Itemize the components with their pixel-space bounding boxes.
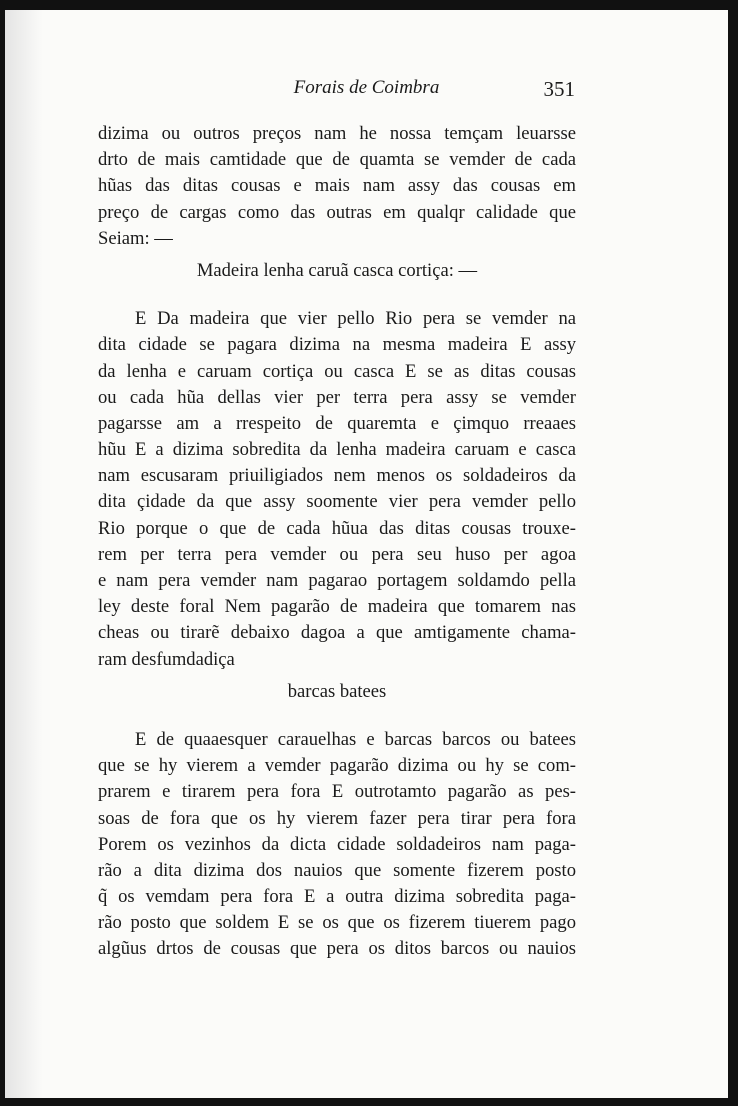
text-line: dizima ou outros preços nam he nossa temçam leuarsse bbox=[98, 123, 576, 144]
text-line: E de quaaesquer carauelhas e barcas barcos ou batees bbox=[135, 728, 576, 750]
text-line: prarem e tirarem pera fora E outrotamto pagarão as pes- bbox=[98, 781, 576, 803]
text-line: hũas das ditas cousas e mais nam assy das cousas em bbox=[98, 175, 576, 197]
running-title: Forais de Coimbra bbox=[293, 77, 440, 98]
text-line: dita cidade se pagara dizima na mesma madeira E assy bbox=[98, 334, 576, 356]
text-line: Seiam: — bbox=[98, 227, 173, 249]
text-line: E Da madeira que vier pello Rio pera se vemder na bbox=[135, 308, 576, 330]
text-line: preço de cargas como das outras em qualqr calidade que bbox=[98, 201, 576, 223]
page-number: 351 bbox=[543, 77, 575, 101]
body-text bbox=[98, 121, 576, 963]
paragraph-2 bbox=[98, 306, 576, 673]
text-line: soas de fora que os hy vierem fazer pera tirar pera fora bbox=[98, 807, 576, 829]
text-line: rem per terra pera vemder ou pera seu huso per agoa bbox=[98, 543, 576, 565]
section-heading: barcas batees bbox=[287, 680, 387, 702]
text-line: hũu E a dizima sobredita da lenha madeira caruam e casca bbox=[98, 439, 576, 461]
section-heading: Madeira lenha caruã casca cortiça: — bbox=[196, 259, 478, 281]
text-line: Rio porque o que de cada hũua das ditas cousas trouxe- bbox=[98, 517, 576, 539]
text-line: rão posto que soldem E se os que os fizerem tiuerem pago bbox=[98, 912, 576, 934]
text-line: ou cada hũa dellas vier per terra pera assy se vemder bbox=[98, 386, 576, 408]
text-line: ley deste foral Nem pagarão de madeira que tomarem nas bbox=[98, 596, 576, 618]
paragraph-1 bbox=[98, 121, 576, 252]
text-line: rão a dita dizima dos nauios que somente fizerem posto bbox=[98, 859, 576, 881]
text-line: ram desfumdadiça bbox=[98, 648, 235, 670]
text-line: Porem os vezinhos da dicta cidade soldadeiros nam paga- bbox=[98, 833, 576, 855]
text-line: dita çidade da que assy soomente vier pera vemder pello bbox=[98, 491, 576, 513]
text-line: e nam pera vemder nam pagarao portagem soldamdo pella bbox=[98, 570, 576, 591]
paragraph-3 bbox=[98, 727, 576, 963]
text-line: que se hy vierem a vemder pagarão dizima ou hy se com- bbox=[98, 755, 576, 777]
text-line: nam escusaram priuiligiados nem menos os soldadeiros da bbox=[98, 465, 576, 487]
page-edge-shadow bbox=[5, 10, 43, 1098]
text-line: q̃ os vemdam pera fora E a outra dizima sobredita paga- bbox=[98, 886, 576, 908]
page-header bbox=[5, 77, 728, 107]
book-page bbox=[5, 10, 728, 1098]
text-line: drto de mais camtidade que de quamta se vemder de cada bbox=[98, 149, 576, 171]
text-line: da lenha e caruam cortiça ou casca E se as ditas cousas bbox=[98, 360, 576, 382]
text-line: pagarsse am a rrespeito de quaremta e çimquo rreaaes bbox=[98, 412, 576, 434]
text-line: cheas ou tirarẽ debaixo dagoa a que amtigamente chama- bbox=[98, 622, 576, 644]
text-line: algũus drtos de cousas que pera os ditos barcos ou nauios bbox=[98, 938, 576, 960]
